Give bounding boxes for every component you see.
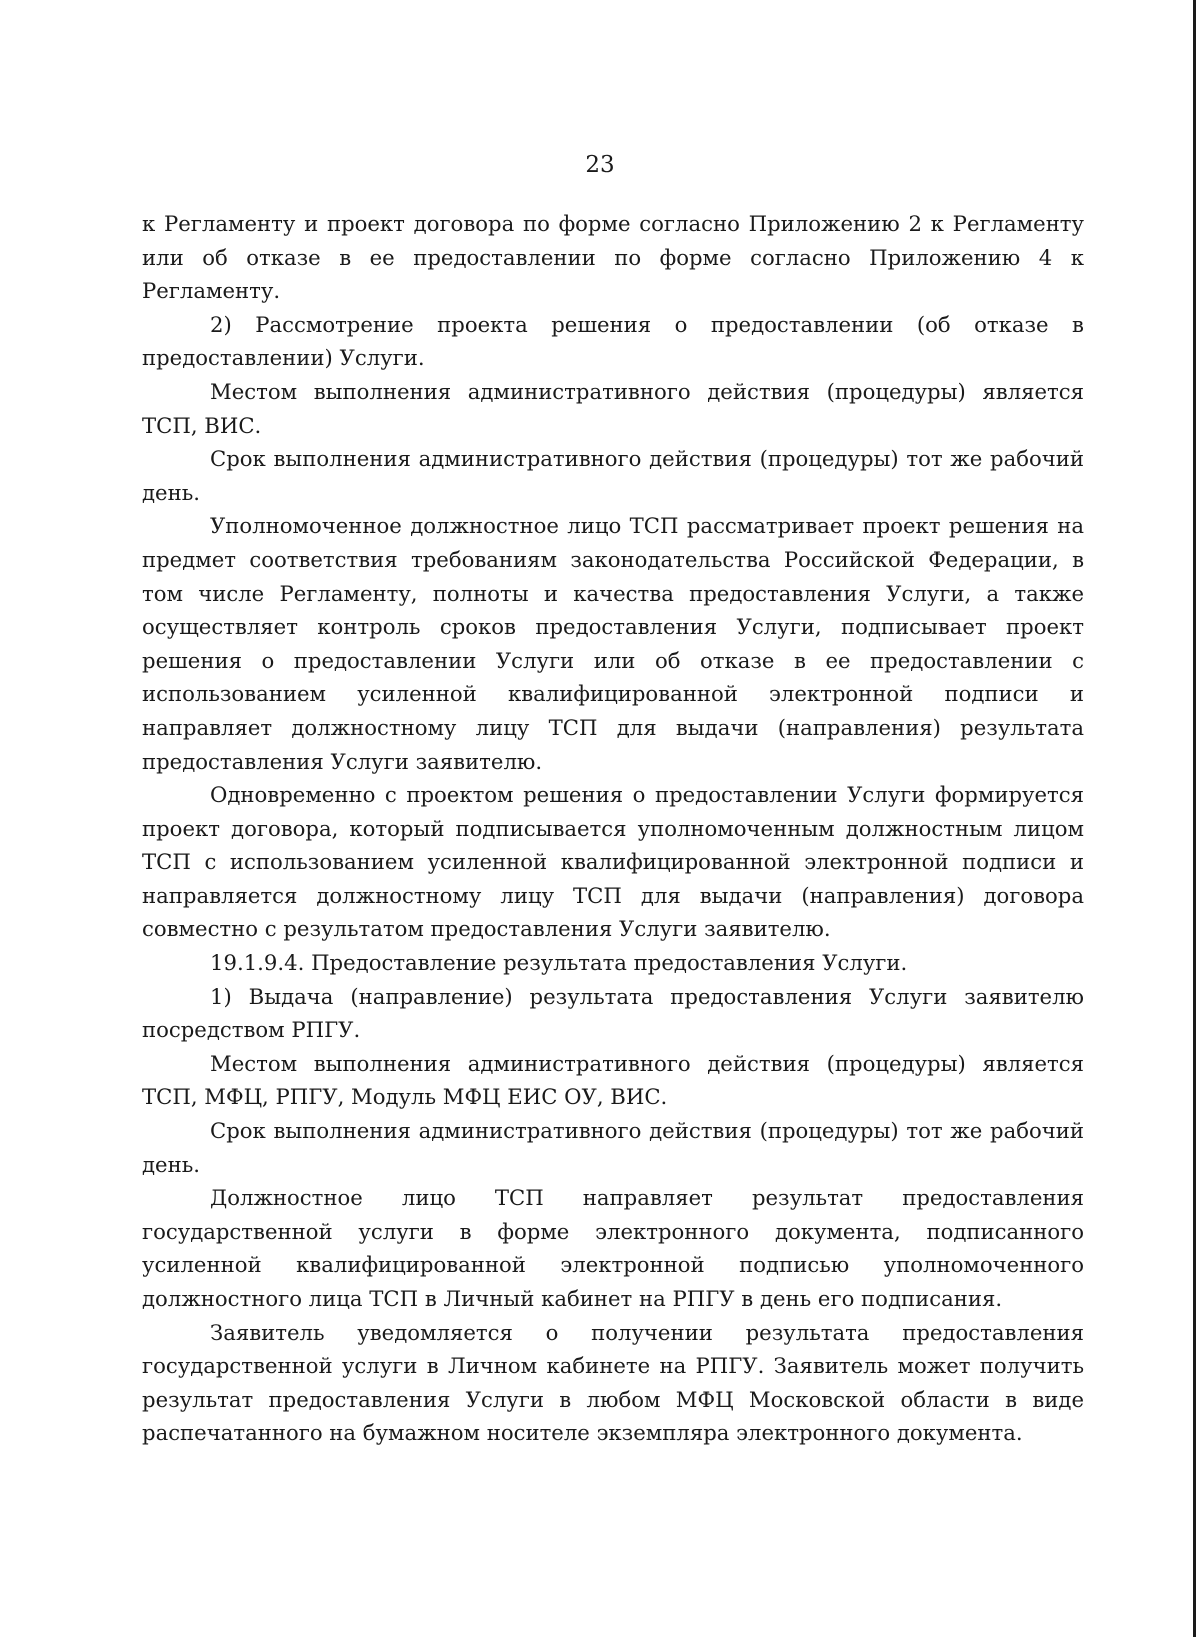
page-number: 23: [585, 152, 615, 178]
paragraph-continuation: к Регламенту и проект договора по форме согласно Приложению 2 к Регламенту или об отказе в ее предоставлении по форме согласно Приложению 4 к Регламенту.: [142, 211, 1084, 304]
paragraph: 1) Выдача (направление) результата предоставления Услуги заявителю посредством РПГУ.: [142, 983, 1084, 1043]
scan-edge-line: [1193, 0, 1196, 1637]
paragraph: Местом выполнения административного действия (процедуры) является ТСП, МФЦ, РПГУ, Модуль МФЦ ЕИС ОУ, ВИС.: [142, 1050, 1084, 1110]
paragraph: Срок выполнения административного действия (процедуры) тот же рабочий день.: [142, 446, 1084, 505]
paragraph: Уполномоченное должностное лицо ТСП рассматривает проект решения на предмет соответствия требованиям законодательства Российской Федерации, в том числе Регламенту, полноты и качества предоставления Услуги, а также осуществляет контроль сроков предоставления Услуги, подписывает проект решения о предоставлении Услуги или об отказе в ее предоставлении с использованием усиленной квалифицированной электронной подписи и направляет должностному лицу ТСП для выдачи (направления) результата предоставления Услуги заявителю.: [142, 513, 1084, 774]
paragraph: Срок выполнения административного действия (процедуры) тот же рабочий день.: [142, 1118, 1084, 1177]
section-heading: 19.1.9.4. Предоставление результата предоставления Услуги.: [210, 950, 908, 976]
paragraph: 2) Рассмотрение проекта решения о предоставлении (об отказе в предоставлении) Услуги.: [142, 311, 1084, 371]
paragraph: Заявитель уведомляется о получении результата предоставления государственной услуги в Личном кабинете на РПГУ. Заявитель может получить результат предоставления Услуги в любом МФЦ Московской области в виде распечатанного на бумажном носителе экземпляра электронного документа.: [142, 1319, 1084, 1446]
body-text: [142, 207, 1084, 1450]
paragraph: Одновременно с проектом решения о предоставлении Услуги формируется проект договора, который подписывается уполномоченным должностным лицом ТСП с использованием усиленной квалифицированной электронной подписи и направляется должностному лицу ТСП для выдачи (направления) договора совместно с результатом предоставления Услуги заявителю.: [142, 782, 1084, 942]
paragraph: Должностное лицо ТСП направляет результат предоставления государственной услуги в форме электронного документа, подписанного усиленной квалифицированной электронной подписью уполномоченного должностного лица ТСП в Личный кабинет на РПГУ в день его подписания.: [142, 1185, 1084, 1311]
paragraph: Местом выполнения административного действия (процедуры) является ТСП, ВИС.: [142, 378, 1084, 438]
